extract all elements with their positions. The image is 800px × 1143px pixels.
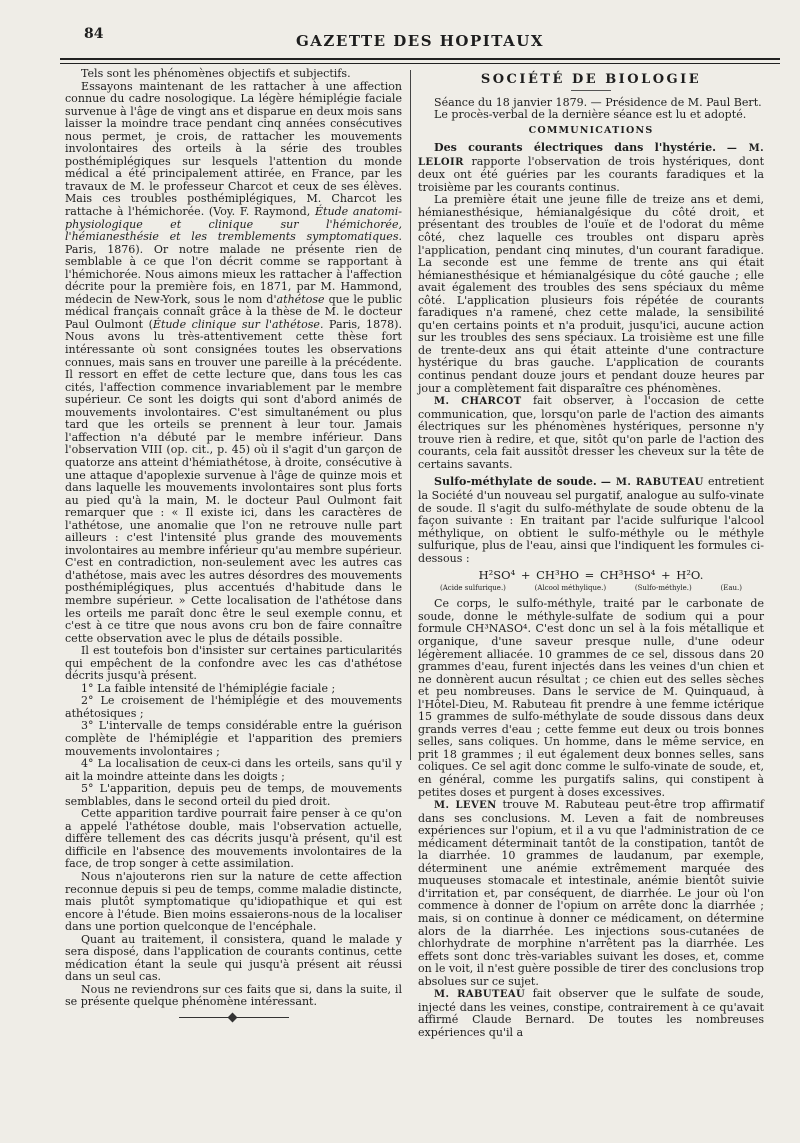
paragraph: Cette apparition tardive pourrait faire penser à ce qu'on a appelé l'athétose double, mais l'observation actuelle, diffère tellement des cas décrits jusqu'à présent, qu'il est difficile en l'absence des mouvements involontaires de la face, de trop songer à cette assimilation. [65,807,402,871]
formula-label: (Eau.) [720,583,742,592]
list-item: 3° L'intervalle de temps considérable entre la guérison complète de l'hémiplégie et l'apparition des premiers mouvements involontaires ; [65,719,402,758]
list-item: 1° La faible intensité de l'hémiplégie faciale ; [81,681,336,695]
section-title: SOCIÉTÉ DE BIOLOGIE [480,72,702,87]
paragraph: Essayons maintenant de les rattacher à une affection connue du cadre nosologique. La légère hémiplégie faciale survenue à l'âge de vingt ans et disparue en deux mois sans laisser la moindre trace pendant cinq années consécutives nous permet, je crois, de rattacher les mouvements involontaires des orteils à la série des troubles posthémiplégiques sur lesquels l'attention du monde médical a été principalement attirée, en France, par les travaux de M. le professeur Charcot et ceux de ses élèves. Mais ces troubles posthémiplégiques, M. Charcot les rattache à l'hémichorée. (Voy. F. Raymond, Étude anatomi-physiologique et clinique sur l'hémichorée, l'hémianesthésie et les tremblements symptomatiques. Paris, 1876). Or notre malade ne présente rien de semblable à ce que l'on décrit comme se rapportant à l'hémichorée. Nous aimons mieux les rattacher à l'affection décrite pour la première fois, en 1871, par M. Hammond, médecin de New-York, sous le nom d'athétose que le public médical français connaît grâce à la thèse de M. le docteur Paul Oulmont (Étude clinique sur l'athétose. Paris, 1878). Nous avons lu très-attentivement cette thèse fort intéressante où sont consignées toutes les observations connues, mais sans en trouver une pareille à la précédente. Il ressort en effet de cette lecture que, dans tous les cas cités, l'affection commence invariablement par le membre supérieur. Ce sont les doigts qui sont d'abord animés de mouvements involontaires. C'est simultanément ou plus tard que les orteils se prennent à leur tour. Jamais l'affection n'a débuté par le membre inférieur. Dans l'observation VIII (op. cit., p. 45) où il s'agit d'un garçon de quatorze ans atteint d'hémiathétose, à droite, consécutive à une attaque d'apoplexie survenue à l'âge de quinze mois et dans laquelle les mouvements involontaires sont plus forts au pied qu'à la main, M. le docteur Paul Oulmont fait remarquer que : « Il existe ici, dans les caractères de l'athétose, une anomalie que l'on ne retrouve nulle part ailleurs : c'est l'intensité plus grande des mouvements involontaires au membre inférieur qu'au membre supérieur. C'est en contradiction, non-seulement avec les autres cas d'athétose, mais avec les autres désordres des mouvements posthémiplégiques, plus accentués d'habitude dans le membre supérieur. » Cette localisation de l'athétose dans les orteils me paraît donc être le seul exemple connu, et c'est à ce titre que nous avons cru bon de faire connaître cette observation avec le plus de détails possible. [65,79,403,645]
left-column [65,68,402,1018]
page-number: 84 [84,26,104,42]
formula-label: (Sulfo-méthyle.) [634,583,692,592]
column-divider [410,70,411,760]
paragraph: Nous ne reviendrons sur ces faits que si, dans la suite, il se présente quelque phénomène intéressant. [65,982,402,1009]
communication-title: Sulfo-méthylate de soude. [434,475,597,489]
section-rule [571,90,611,91]
formula-label: (Acide sulfurique.) [440,583,506,592]
end-ornament-rule [179,1017,289,1018]
communication-paragraph: Sulfo-méthylate de soude. — M. RABUTEAU entretient la Société d'un nouveau sel purgatif, analogue au sulfo-vinate de soude. Il s'agit du sulfo-méthylate de soude obtenu de la façon suivante : En traitant par l'acide sulfurique l'alcool méthylique, on obtient le sulfo-méthyle ou le méthyle sulfurique, plus de l'eau, ainsi que l'indiquent les formules ci-dessous : [418,475,764,565]
header-rule-thin [60,63,780,64]
list-item: 4° La localisation de ceux-ci dans les orteils, sans qu'il y ait la moindre atteinte dans les doigts ; [65,757,402,783]
communication-title: Des courants électriques dans l'hystérie. [434,141,716,155]
formula-label: (Alcool méthylique.) [534,583,607,592]
right-column [418,68,764,1039]
paragraph: M. CHARCOT fait observer, à l'occasion de cette communication, que, lorsqu'on parle de l'action des aimants électriques sur les phénomènes hystériques, personne n'y trouve rien à redire, et que, sitôt qu'on parle de l'action des courants, cela fait aussitôt dresser les cheveux sur la tête de certains savants. [418,394,764,471]
header-rule-thick [60,58,780,60]
paragraph: M. LEVEN trouve M. Rabuteau peut-être trop affirmatif dans ses conclusions. M. Leven a fait de nombreuses expériences sur l'opium, et il a vu que l'administration de ce médicament déterminait tantôt de la constipation, tantôt de la diarrhée. 10 grammes de laudanum, par exemple, déterminent une anémie extrêmement marquée des muqueuses stomacale et intestinale, anémie bientôt suivie d'irritation et, par conséquent, de diarrhée. Le jour où l'on commence à donner de l'opium on arrête donc la diarrhée ; mais, si on continue à donner ce médicament, on détermine alors de la diarrhée. Les injections sous-cutanées de chlorhydrate de morphine n'arrêtent pas la diarrhée. Les effets sont donc très-variables suivant les doses, et, comme on le voit, il n'est guère possible de tirer des conclusions trop absolues sur ce sujet. [418,798,765,988]
paragraph: Nous n'ajouterons rien sur la nature de cette affection reconnue depuis si peu de temps, comme maladie distincte, mais plutôt symptomatique qu'idiopathique et qui est encore à l'étude. Bien moins essaierons-nous de la localiser dans une portion quelconque de l'encéphale. [65,870,402,934]
page-header [60,24,780,68]
journal-title: GAZETTE DES HOPITAUX [295,32,544,50]
paragraph: Quant au traitement, il consistera, quand le malade y sera disposé, dans l'application de courants continus, cette médication étant la seule qui jusqu'à présent ait réussi dans un seul cas. [65,932,402,984]
paragraph: Tels sont les phénomènes objectifs et subjectifs. [81,67,351,80]
list-item: 5° L'apparition, depuis peu de temps, de mouvements semblables, dans le second orteil du pied droit. [65,782,402,808]
session-line: Séance du 18 janvier 1879. — Présidence de M. Paul Bert. [434,95,762,109]
paragraph: La première était une jeune fille de treize ans et demi, hémianesthésique, hémianalgésique du côté droit, et présentant des troubles de l'ouïe et de l'odorat du même côté, chez laquelle ces troubles ont disparu après l'application, pendant cinq minutes, d'un courant faradique. La seconde est une femme de trente ans qui était hémianesthésique et hémianalgésique du côté gauche ; elle avait également des troubles des sens spéciaux du même côté. L'application plusieurs fois répétée de courants faradiques n'a ramené, chez cette malade, la sensibilité qu'en certains points et n'a produit, jusqu'ici, aucune action sur les troubles des sens spéciaux. La troisième est une fille de trente-deux ans qui était atteinte d'une contracture hystérique du bras gauche. L'application de courants continus pendant douze jours et pendant douze heures par jour a complètement fait disparaître ces phénomènes. [418,193,764,395]
paragraph: M. RABUTEAU fait observer que le sulfate de soude, injecté dans les veines, constipe, contrairement à ce qu'avait affirmé Claude Bernard. De toutes les nombreuses expériences qu'il a [418,987,764,1039]
formula-labels [418,582,764,595]
paragraph: Ce corps, le sulfo-méthyle, traité par le carbonate de soude, donne le méthyle-sulfate de sodium qui a pour formule CH³NASO⁴. C'est donc un sel à la fois métallique et organique, d'une saveur presque nulle, d'une odeur légèrement alliacée. 10 grammes de ce sel, dissous dans 20 grammes d'eau, furent injectés dans les veines d'un chien et ne donnèrent aucun résultat ; ce chien eut des selles sèches et peu nombreuses. Dans le service de M. Quinquaud, à l'Hôtel-Dieu, M. Rabuteau fit prendre à une femme ictérique 15 grammes de sulfo-méthylate de soude dissous dans deux grands verres d'eau ; cette femme eut deux ou trois bonnes selles, sans coliques. Un homme, dans le même service, en prit 18 grammes ; il eut également deux bonnes selles, sans coliques. Ce sel agit donc comme le sulfo-vinate de soude, et, en général, comme les purgatifs salins, qui constipent à petites doses et purgent à doses excessives. [418,597,764,799]
chemical-formula: H²SO⁴ + CH³HO = CH³HSO⁴ + H²O. [478,568,704,583]
paragraph: Il est toutefois bon d'insister sur certaines particularités qui empêchent de la confondre avec les cas d'athétose décrits jusqu'à présent. [65,644,402,683]
minutes-line: Le procès-verbal de la dernière séance est lu et adopté. [434,108,747,122]
list-item: 2° Le croisement de l'hémiplégie et des mouvements athétosiques ; [65,694,402,720]
communication-paragraph: Des courants électriques dans l'hystérie. — M. LELOIR rapporte l'observation de trois hystériques, dont deux ont été guéries par les courants faradiques et la troisième par les courants continus. [418,141,765,194]
subsection-title: COMMUNICATIONS [528,124,654,136]
